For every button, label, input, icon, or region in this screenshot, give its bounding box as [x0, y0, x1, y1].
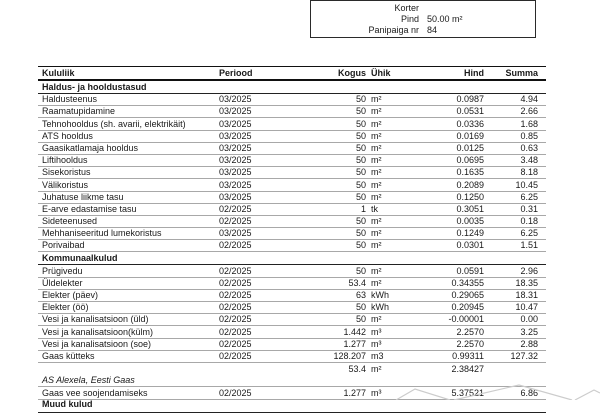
cell-yhik: m3 [371, 350, 384, 361]
cell-kogus: 63 [355, 290, 366, 300]
cell-periood: 03/2025 [219, 94, 252, 105]
section-row [38, 252, 546, 265]
cell-kululiik: Raamatupidamine [42, 106, 116, 117]
cell-yhik: m³ [371, 387, 382, 398]
cell-kululiik: AS Alexela, Eesti Gaas [42, 375, 135, 386]
cell-hind: 0.0695 [456, 155, 484, 166]
cell-kogus: 50 [355, 302, 366, 313]
cell-kululiik: E-arve edastamise tasu [42, 203, 137, 214]
cell-hind: 5.37521 [451, 387, 484, 398]
info-row-korter [311, 3, 535, 14]
info-label: Pind [400, 14, 419, 24]
cell-periood: 02/2025 [219, 290, 252, 300]
cell-kogus: 1 [360, 203, 366, 214]
cell-hind: 2.2570 [456, 326, 484, 337]
cell-yhik: m³ [371, 326, 382, 337]
cell-periood: 02/2025 [219, 265, 252, 276]
table-row [38, 265, 546, 277]
cell-hind: 0.2089 [456, 179, 484, 190]
cell-summa: 8.18 [520, 167, 538, 178]
cell-yhik: m² [371, 240, 382, 251]
cell-kogus: 1.277 [343, 387, 366, 398]
table-row [38, 155, 546, 167]
cell-periood: 02/2025 [219, 277, 252, 288]
cell-hind: 0.1249 [456, 228, 484, 239]
cell-kogus: 50 [355, 106, 366, 117]
cell-summa: 10.45 [515, 179, 538, 190]
cell-kogus: 1.277 [343, 338, 366, 349]
cell-kululiik: Haldusteenus [42, 94, 98, 105]
cell-summa: 4.94 [520, 94, 538, 105]
cell-kogus: 50 [355, 314, 366, 325]
info-value: 50.00 m² [427, 14, 463, 24]
cell-kogus: 50 [355, 142, 366, 153]
cell-hind: 0.0169 [456, 130, 484, 141]
header-summa: Summa [505, 68, 538, 78]
cell-yhik: m² [371, 167, 382, 178]
cell-kululiik: Elekter (päev) [42, 290, 99, 300]
table-row [38, 339, 546, 351]
cell-periood: 02/2025 [219, 326, 252, 337]
info-label: Panipaiga nr [368, 25, 419, 35]
cell-kogus: 50 [355, 191, 366, 202]
header-periood: Periood [219, 68, 253, 78]
cell-hind: 0.0301 [456, 240, 484, 251]
cell-kululiik: Vesi ja kanalisatsioon (üld) [42, 314, 149, 325]
cell-kululiik: Gaasikatlamaja hooldus [42, 142, 139, 153]
table-row [38, 302, 546, 314]
cell-kogus: 50 [355, 216, 366, 227]
zigzag-watermark-icon [388, 382, 600, 400]
cell-kululiik: Juhatuse liikme tasu [42, 191, 124, 202]
cell-periood: 03/2025 [219, 118, 252, 129]
table-row [38, 326, 546, 338]
cell-periood: 03/2025 [219, 179, 252, 190]
cell-kululiik: Vesi ja kanalisatsioon(külm) [42, 326, 154, 337]
cell-periood: 02/2025 [219, 216, 252, 227]
info-row-panipaik [311, 25, 535, 36]
cell-yhik: m² [371, 228, 382, 239]
table-row [38, 228, 546, 240]
cell-kululiik: Prügivedu [42, 265, 83, 276]
cell-periood: 03/2025 [219, 106, 252, 117]
cell-kogus: 50 [355, 167, 366, 178]
cell-summa: 10.47 [515, 302, 538, 313]
cell-summa: 6.86 [520, 387, 538, 398]
cell-summa: 1.51 [520, 240, 538, 251]
cell-kogus: 53.4 [348, 364, 366, 375]
cell-kululiik: Tehnohooldus (sh. avarii, elektrikäit) [42, 118, 186, 129]
table-row [38, 216, 546, 228]
header-yhik: Ühik [371, 68, 391, 78]
cell-periood: 03/2025 [219, 130, 252, 141]
cell-kululiik: Üldelekter [42, 277, 83, 288]
cell-hind: 0.20945 [451, 302, 484, 313]
cell-hind: 0.0125 [456, 142, 484, 153]
cell-hind: -0.00001 [448, 314, 484, 325]
cost-table [38, 66, 546, 413]
table-body [38, 81, 546, 413]
cell-periood: 03/2025 [219, 191, 252, 202]
cell-yhik: tk [371, 203, 379, 214]
cell-kogus: 50 [355, 155, 366, 166]
cell-yhik: m² [371, 179, 382, 190]
cell-summa: 18.31 [515, 290, 538, 300]
cell-periood: 03/2025 [219, 142, 252, 153]
cell-kogus: 1.442 [343, 326, 366, 337]
cell-kululiik: Sideteenused [42, 216, 98, 227]
cell-kululiik: Muud kulud [42, 399, 93, 409]
table-row [38, 314, 546, 326]
cell-kogus: 50 [355, 265, 366, 276]
cell-kululiik: ATS hooldus [42, 130, 93, 141]
cell-hind: 0.0035 [456, 216, 484, 227]
cell-kululiik: Vesi ja kanalisatsioon (soe) [42, 338, 152, 349]
cell-yhik: m² [371, 106, 382, 117]
cell-hind: 0.0591 [456, 265, 484, 276]
cell-yhik: m² [371, 314, 382, 325]
cell-yhik: m² [371, 216, 382, 227]
cell-kululiik: Mehhaniseeritud lumekoristus [42, 228, 162, 239]
table-row [38, 143, 546, 155]
cell-kululiik: Gaas kütteks [42, 350, 95, 361]
cell-kululiik: Sisekoristus [42, 167, 91, 178]
cell-kogus: 50 [355, 130, 366, 141]
cell-hind: 0.0531 [456, 106, 484, 117]
cell-summa: 127.32 [510, 350, 538, 361]
table-row [38, 278, 546, 290]
cell-hind: 0.29065 [451, 290, 484, 300]
cell-hind: 2.2570 [456, 338, 484, 349]
cell-summa: 6.25 [520, 191, 538, 202]
table-row [38, 94, 546, 106]
cell-periood: 02/2025 [219, 302, 252, 313]
table-row [38, 351, 546, 363]
table-row [38, 192, 546, 204]
cell-kululiik: Kommunaalkulud [42, 253, 118, 264]
cell-summa: 0.85 [520, 130, 538, 141]
cell-periood: 02/2025 [219, 203, 252, 214]
cell-hind: 0.99311 [452, 350, 484, 361]
cell-yhik: m² [371, 265, 382, 276]
cell-yhik: m² [371, 155, 382, 166]
cell-summa: 3.48 [520, 155, 538, 166]
cell-kululiik: Välikoristus [42, 179, 89, 190]
cell-yhik: m³ [371, 338, 382, 349]
cell-hind: 0.0987 [456, 94, 484, 105]
cell-summa: 0.31 [520, 203, 538, 214]
cell-summa: 0.63 [520, 142, 538, 153]
cell-periood: 03/2025 [219, 155, 252, 166]
cell-summa: 3.25 [520, 326, 538, 337]
table-row [38, 179, 546, 191]
cell-summa: 2.88 [520, 338, 538, 349]
apartment-info-box [310, 0, 536, 38]
section-row [38, 81, 546, 94]
cell-hind: 0.0336 [456, 118, 484, 129]
cell-hind: 0.34355 [451, 277, 484, 288]
table-row [38, 290, 546, 302]
table-row [38, 118, 546, 130]
cell-summa: 1.68 [520, 118, 538, 129]
cell-periood: 03/2025 [219, 167, 252, 178]
table-row [38, 204, 546, 216]
cell-yhik: m² [371, 142, 382, 153]
cell-kogus: 50 [355, 94, 366, 105]
cell-periood: 02/2025 [219, 338, 252, 349]
header-kululiik: Kululiik [42, 68, 75, 78]
cell-hind: 0.3051 [456, 203, 484, 214]
cell-kogus: 50 [355, 118, 366, 129]
cell-hind: 2.38427 [451, 364, 484, 375]
cell-summa: 2.66 [520, 106, 538, 117]
cell-yhik: kWh [371, 302, 389, 313]
table-row [38, 167, 546, 179]
cell-kogus: 50 [355, 228, 366, 239]
cell-periood: 02/2025 [219, 350, 252, 361]
cell-yhik: m² [371, 118, 382, 129]
table-row [38, 131, 546, 143]
cell-kululiik: Gaas vee soojendamiseks [42, 387, 148, 398]
section-row [38, 400, 546, 413]
info-label: Korter [394, 3, 419, 13]
cell-kululiik: Haldus- ja hooldustasud [42, 82, 147, 92]
cell-hind: 0.1250 [456, 191, 484, 202]
table-row [38, 240, 546, 252]
table-row [38, 363, 546, 375]
info-value: 84 [427, 25, 438, 35]
cell-kululiik: Liftihooldus [42, 155, 88, 166]
header-hind: Hind [464, 68, 484, 78]
table-row [38, 106, 546, 118]
cell-yhik: kWh [371, 290, 389, 300]
info-row-pind [311, 14, 535, 25]
cell-hind: 0.1635 [456, 167, 484, 178]
cell-periood: 02/2025 [219, 387, 252, 398]
cell-summa: 2.96 [520, 265, 538, 276]
cell-summa: 6.25 [520, 228, 538, 239]
cell-periood: 02/2025 [219, 240, 252, 251]
cell-periood: 02/2025 [219, 314, 252, 325]
cell-kogus: 50 [355, 179, 366, 190]
cell-kogus: 50 [355, 240, 366, 251]
cell-kululiik: Porivaibad [42, 240, 85, 251]
cell-kululiik: Elekter (öö) [42, 302, 89, 313]
cell-yhik: m² [371, 191, 382, 202]
cell-summa: 0.00 [520, 314, 538, 325]
cell-yhik: m² [371, 130, 382, 141]
table-header-row [38, 67, 546, 81]
cell-summa: 18.35 [515, 277, 538, 288]
cell-periood: 03/2025 [219, 228, 252, 239]
cell-kogus: 53.4 [348, 277, 366, 288]
cell-yhik: m² [371, 277, 382, 288]
header-kogus: Kogus [338, 68, 366, 78]
cell-kogus: 128.207 [333, 350, 366, 361]
cell-yhik: m² [371, 364, 382, 375]
cell-summa: 0.18 [520, 216, 538, 227]
cell-yhik: m² [371, 94, 382, 105]
